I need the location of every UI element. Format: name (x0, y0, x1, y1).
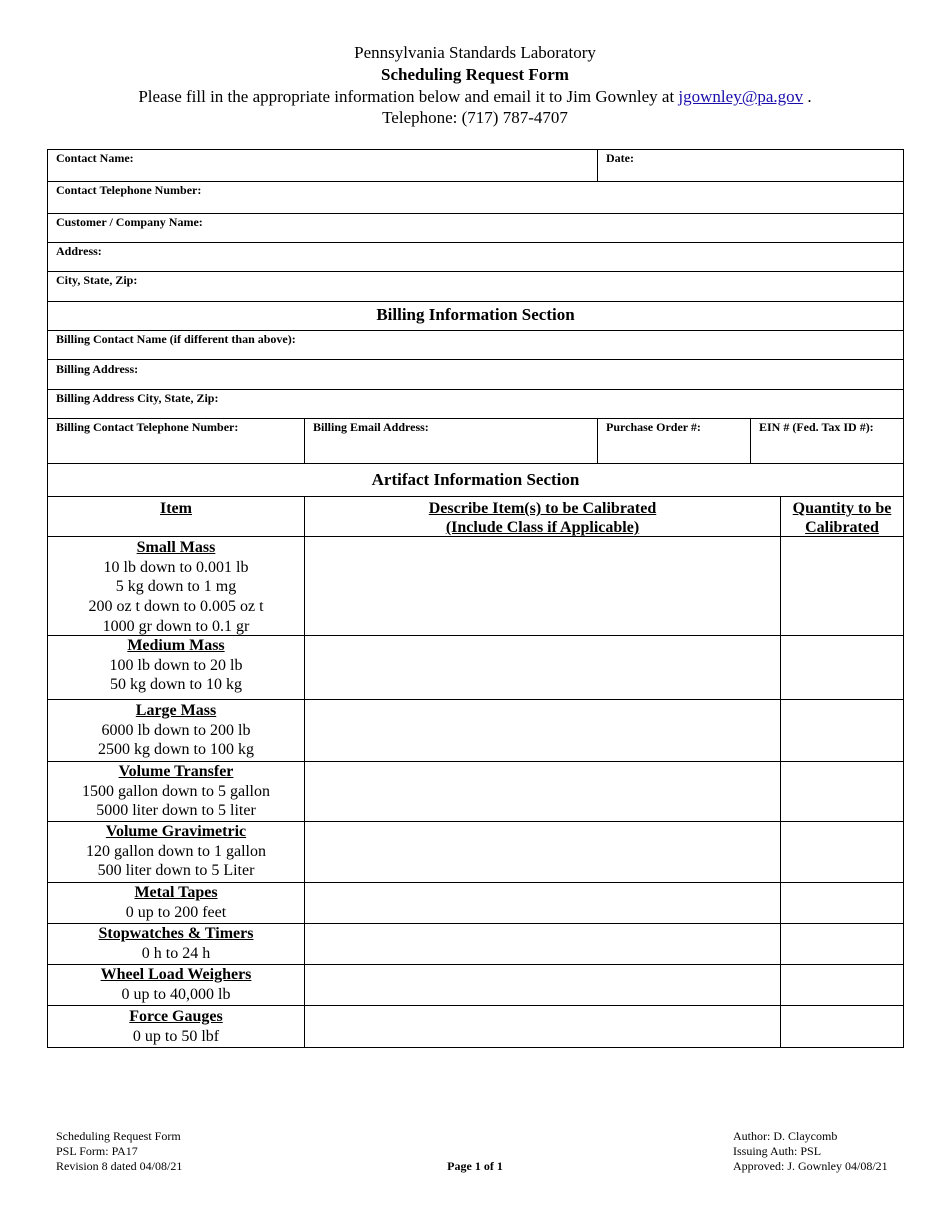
describe-volume-gravimetric-field[interactable] (305, 822, 780, 882)
billing-city-field[interactable] (48, 390, 903, 418)
billing-contact-name-field[interactable] (48, 331, 903, 359)
quantity-medium-mass-field[interactable] (781, 636, 903, 699)
billing-telephone-field[interactable] (48, 419, 304, 463)
date-label: Date: (606, 151, 634, 165)
instruction-text: Please fill in the appropriate information below and email it to Jim Gownley at (138, 87, 679, 106)
footer-left (56, 1129, 182, 1174)
form-title-text: Scheduling Request Form (381, 65, 569, 84)
item-range: 0 up to 40,000 lb (121, 985, 231, 1003)
column-header-quantity-line1: Quantity to be (792, 500, 892, 517)
item-name: Volume Gravimetric (105, 823, 247, 840)
item-range: 0 h to 24 h (141, 944, 211, 962)
quantity-force-gauges-field[interactable] (781, 1006, 903, 1047)
column-header-describe (305, 499, 780, 537)
footer-right (733, 1129, 888, 1174)
item-name: Small Mass (136, 539, 216, 556)
item-small-mass (48, 538, 304, 637)
contact-name-field[interactable] (48, 150, 597, 181)
item-force-gauges (48, 1007, 304, 1046)
item-range: 0 up to 50 lbf (132, 1027, 220, 1045)
contact-telephone-field[interactable] (48, 182, 903, 213)
quantity-large-mass-field[interactable] (781, 700, 903, 761)
describe-metal-tapes-field[interactable] (305, 883, 780, 923)
item-range: 100 lb down to 20 lb (109, 656, 243, 674)
quantity-volume-transfer-field[interactable] (781, 762, 903, 821)
describe-small-mass-field[interactable] (305, 537, 780, 635)
purchase-order-label: Purchase Order #: (606, 420, 701, 434)
footer-issuing-auth: Issuing Auth: PSL (733, 1144, 822, 1158)
footer-page-number: Page 1 of 1 (447, 1159, 503, 1173)
quantity-metal-tapes-field[interactable] (781, 883, 903, 923)
quantity-wheel-load-field[interactable] (781, 965, 903, 1005)
purchase-order-field[interactable] (598, 419, 750, 463)
artifact-section-title: Artifact Information Section (371, 470, 580, 489)
describe-stopwatches-field[interactable] (305, 924, 780, 964)
item-range: 200 oz t down to 0.005 oz t (88, 598, 264, 616)
item-range: 6000 lb down to 200 lb (101, 721, 251, 739)
item-medium-mass (48, 636, 304, 695)
item-range: 2500 kg down to 100 kg (98, 741, 254, 759)
footer-author: Author: D. Claycomb (733, 1129, 838, 1143)
billing-contact-name-label: Billing Contact Name (if different than above): (56, 332, 296, 346)
item-stopwatches-timers (48, 924, 304, 963)
item-name: Stopwatches & Timers (98, 925, 254, 942)
date-field[interactable] (598, 150, 903, 181)
column-header-describe-line1: Describe Item(s) to be Calibrated (428, 500, 657, 517)
ein-field[interactable] (751, 419, 903, 463)
billing-section-title: Billing Information Section (376, 305, 575, 324)
billing-email-label: Billing Email Address: (313, 420, 429, 434)
describe-large-mass-field[interactable] (305, 700, 780, 761)
footer-approved: Approved: J. Gownley 04/08/21 (733, 1159, 888, 1173)
city-state-zip-label: City, State, Zip: (56, 273, 138, 287)
column-header-item: Item (160, 500, 192, 517)
billing-email-field[interactable] (305, 419, 597, 463)
item-range: 500 liter down to 5 Liter (97, 862, 255, 880)
describe-wheel-load-field[interactable] (305, 965, 780, 1005)
item-range: 50 kg down to 10 kg (110, 676, 242, 694)
ein-label: EIN # (Fed. Tax ID #): (759, 420, 874, 434)
item-range: 120 gallon down to 1 gallon (86, 842, 266, 860)
column-header-quantity (781, 499, 903, 537)
item-range: 0 up to 200 feet (125, 903, 227, 921)
address-label: Address: (56, 244, 102, 258)
quantity-stopwatches-field[interactable] (781, 924, 903, 964)
describe-volume-transfer-field[interactable] (305, 762, 780, 821)
describe-force-gauges-field[interactable] (305, 1006, 780, 1047)
item-range: 5 kg down to 1 mg (115, 578, 237, 596)
instruction-line (0, 86, 950, 108)
city-state-zip-field[interactable] (48, 272, 903, 301)
item-range: 1000 gr down to 0.1 gr (102, 617, 250, 635)
footer-form-number: PSL Form: PA17 (56, 1144, 138, 1158)
footer-revision: Revision 8 dated 04/08/21 (56, 1159, 183, 1173)
footer-form-name: Scheduling Request Form (56, 1129, 181, 1143)
instruction-end: . (803, 87, 812, 106)
address-field[interactable] (48, 243, 903, 271)
form-title (0, 64, 950, 86)
item-name: Wheel Load Weighers (100, 966, 252, 983)
item-name: Medium Mass (127, 637, 225, 654)
item-metal-tapes (48, 883, 304, 922)
item-name: Large Mass (135, 702, 217, 719)
item-wheel-load-weighers (48, 965, 304, 1004)
item-range: 5000 liter down to 5 liter (96, 802, 256, 820)
item-name: Volume Transfer (118, 763, 234, 780)
billing-address-label: Billing Address: (56, 362, 139, 376)
column-header-describe-line2: (Include Class if Applicable) (445, 519, 640, 536)
telephone-line: Telephone: (717) 787-4707 (382, 108, 568, 127)
item-name: Force Gauges (129, 1008, 223, 1025)
billing-city-label: Billing Address City, State, Zip: (56, 391, 219, 405)
quantity-small-mass-field[interactable] (781, 537, 903, 635)
org-name: Pennsylvania Standards Laboratory (354, 43, 596, 62)
item-name: Metal Tapes (134, 884, 218, 901)
column-header-quantity-line2: Calibrated (805, 519, 879, 536)
item-range: 10 lb down to 0.001 lb (103, 558, 249, 576)
email-link[interactable]: jgownley@pa.gov (678, 87, 804, 106)
billing-telephone-label: Billing Contact Telephone Number: (56, 420, 239, 434)
item-volume-gravimetric (48, 822, 304, 881)
company-name-field[interactable] (48, 214, 903, 242)
contact-telephone-label: Contact Telephone Number: (56, 183, 202, 197)
describe-medium-mass-field[interactable] (305, 636, 780, 699)
item-range: 1500 gallon down to 5 gallon (82, 782, 270, 800)
item-volume-transfer (48, 762, 304, 821)
contact-name-label: Contact Name: (56, 151, 134, 165)
quantity-volume-gravimetric-field[interactable] (781, 822, 903, 882)
billing-address-field[interactable] (48, 360, 903, 389)
company-name-label: Customer / Company Name: (56, 215, 203, 229)
item-large-mass (48, 701, 304, 760)
